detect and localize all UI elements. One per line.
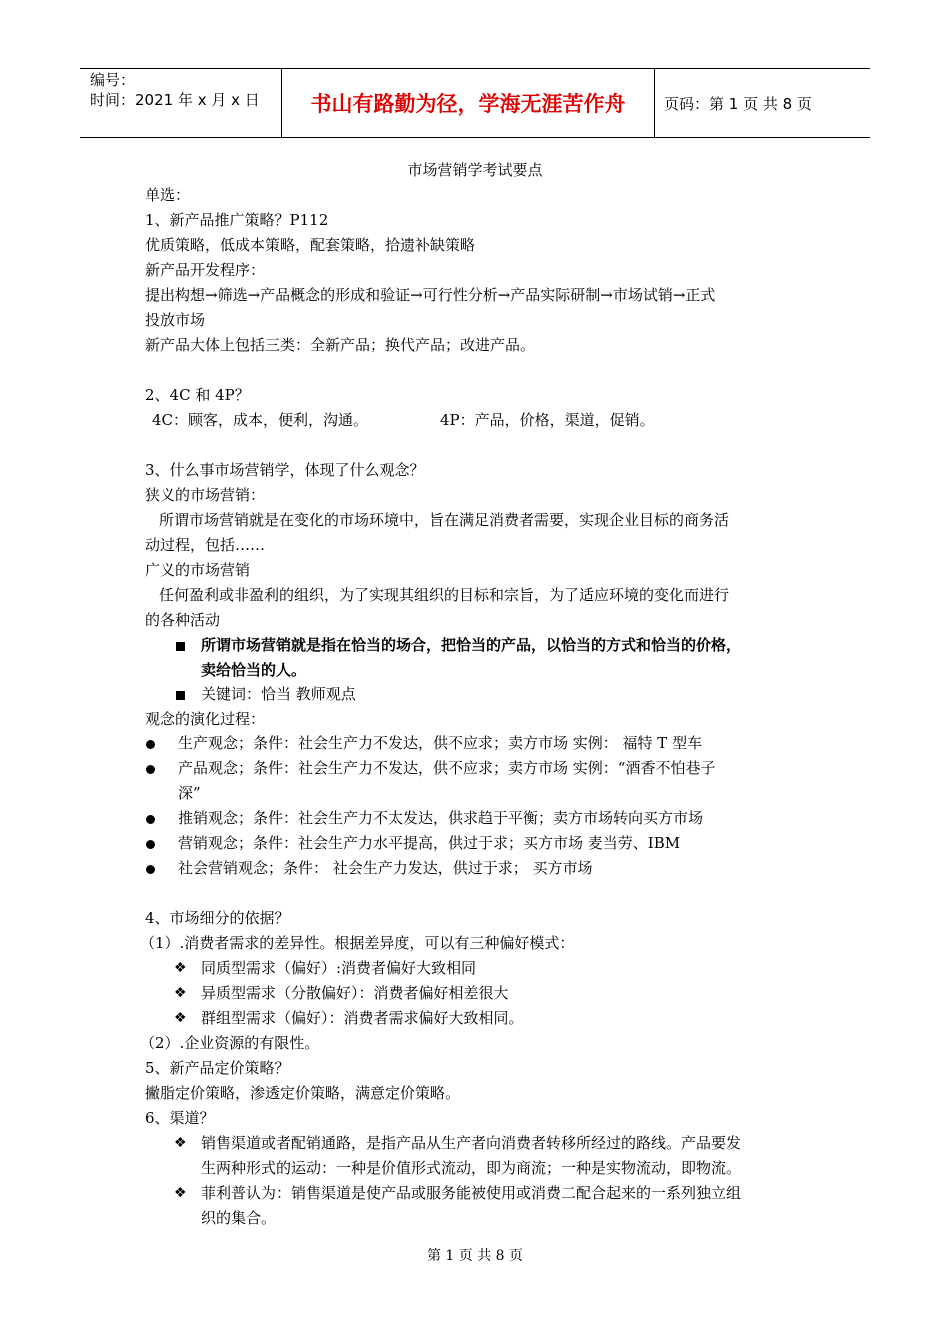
text-line: 新产品大体上包括三类：全新产品；换代产品；改进产品。 xyxy=(145,336,536,354)
list-item: 异质型需求（分散偏好）：消费者偏好相差很大 xyxy=(201,984,509,1002)
text-line: 卖给恰当的人。 xyxy=(201,661,307,679)
text-line: 单选： xyxy=(145,186,191,204)
question-5: 5、新产品定价策略？ xyxy=(145,1059,290,1077)
text-line: 深” xyxy=(178,784,201,802)
text-line: 4P：产品，价格，渠道，促销。 xyxy=(440,411,655,429)
page-cell xyxy=(654,69,870,137)
text-line: 织的集合。 xyxy=(201,1209,277,1227)
motto-text: 书山有路勤为径，学海无涯苦作舟 xyxy=(310,92,626,116)
text-line: 关键词：恰当 教师观点 xyxy=(201,685,356,703)
round-bullet-icon xyxy=(146,740,155,749)
square-bullet-icon xyxy=(176,642,185,651)
text-line: 撇脂定价策略，渗透定价策略，满意定价策略。 xyxy=(145,1084,461,1102)
question-4: 4、市场细分的依据？ xyxy=(145,909,290,927)
diamond-bullet-icon: ❖ xyxy=(174,960,187,976)
text-line: 优质策略，低成本策略，配套策略，拾遗补缺策略 xyxy=(145,236,476,254)
question-1: 1、新产品推广策略？P112 xyxy=(145,211,329,229)
list-item: 同质型需求（偏好）:消费者偏好大致相同 xyxy=(201,959,477,977)
diamond-bullet-icon: ❖ xyxy=(174,1010,187,1026)
question-3: 3、什么事市场营销学，体现了什么观念？ xyxy=(145,461,425,479)
list-item: 推销观念；条件：社会生产力不太发达，供求趋于平衡；卖方市场转向买方市场 xyxy=(178,809,704,827)
time-label: 时间：2021 年 x 月 x 日 xyxy=(90,91,260,109)
number-label: 编号： xyxy=(90,71,136,89)
list-item: 销售渠道或者配销通路，是指产品从生产者向消费者转移所经过的路线。产品要发 xyxy=(201,1134,742,1152)
text-line: （1）.消费者需求的差异性。根据差异度，可以有三种偏好模式： xyxy=(140,934,575,952)
question-2: 2、4C 和 4P？ xyxy=(145,386,250,404)
round-bullet-icon xyxy=(146,765,155,774)
round-bullet-icon xyxy=(146,815,155,824)
document-header xyxy=(80,68,870,138)
list-item: 社会营销观念；条件： 社会生产力发达，供过于求； 买方市场 xyxy=(178,859,593,877)
text-line: 投放市场 xyxy=(145,311,206,329)
text-line: 任何盈利或非盈利的组织，为了实现其组织的目标和宗旨，为了适应环境的变化而进行 xyxy=(159,586,730,604)
text-line: 新产品开发程序： xyxy=(145,261,266,279)
round-bullet-icon xyxy=(146,840,155,849)
page-label: 页码：第 1 页 共 8 页 xyxy=(664,95,812,113)
text-line: 的各种活动 xyxy=(145,611,221,629)
page-footer: 第 1 页 共 8 页 xyxy=(426,1248,524,1264)
diamond-bullet-icon: ❖ xyxy=(174,1185,187,1201)
list-item: 生产观念；条件：社会生产力不发达，供不应求；卖方市场 实例： 福特 T 型车 xyxy=(178,734,703,752)
text-line: 动过程，包括…… xyxy=(145,536,266,554)
text-line: 生两种形式的运动：一种是价值形式流动，即为商流；一种是实物流动，即物流。 xyxy=(201,1159,742,1177)
list-item: 产品观念；条件：社会生产力不发达，供不应求；卖方市场 实例：“酒香不怕巷子 xyxy=(178,759,716,777)
text-line: （2）.企业资源的有限性。 xyxy=(140,1034,320,1052)
text-line: 所谓市场营销就是指在恰当的场合，把恰当的产品，以恰当的方式和恰当的价格， xyxy=(201,636,742,654)
round-bullet-icon xyxy=(146,865,155,874)
list-item: 菲利普认为：销售渠道是使产品或服务能被使用或消费二配合起来的一系列独立组 xyxy=(201,1184,742,1202)
header-meta-cell xyxy=(80,69,280,137)
document-title: 市场营销学考试要点 xyxy=(407,161,543,179)
square-bullet-icon xyxy=(176,691,185,700)
list-item: 群组型需求（偏好）：消费者需求偏好大致相同。 xyxy=(201,1009,524,1027)
motto-cell xyxy=(281,69,655,137)
text-line: 4C：顾客，成本，便利，沟通。 xyxy=(152,411,369,429)
text-line: 所谓市场营销就是在变化的市场环境中，旨在满足消费者需要，实现企业目标的商务活 xyxy=(159,511,730,529)
text-line: 提出构想→筛选→产品概念的形成和验证→可行性分析→产品实际研制→市场试销→正式 xyxy=(145,286,716,304)
text-line: 观念的演化过程： xyxy=(145,710,266,728)
question-6: 6、渠道？ xyxy=(145,1109,215,1127)
list-item: 营销观念；条件：社会生产力水平提高，供过于求；买方市场 麦当劳、IBM xyxy=(178,834,681,852)
diamond-bullet-icon: ❖ xyxy=(174,1135,187,1151)
text-line: 狭义的市场营销： xyxy=(145,486,266,504)
diamond-bullet-icon: ❖ xyxy=(174,985,187,1001)
text-line: 广义的市场营销 xyxy=(145,561,251,579)
